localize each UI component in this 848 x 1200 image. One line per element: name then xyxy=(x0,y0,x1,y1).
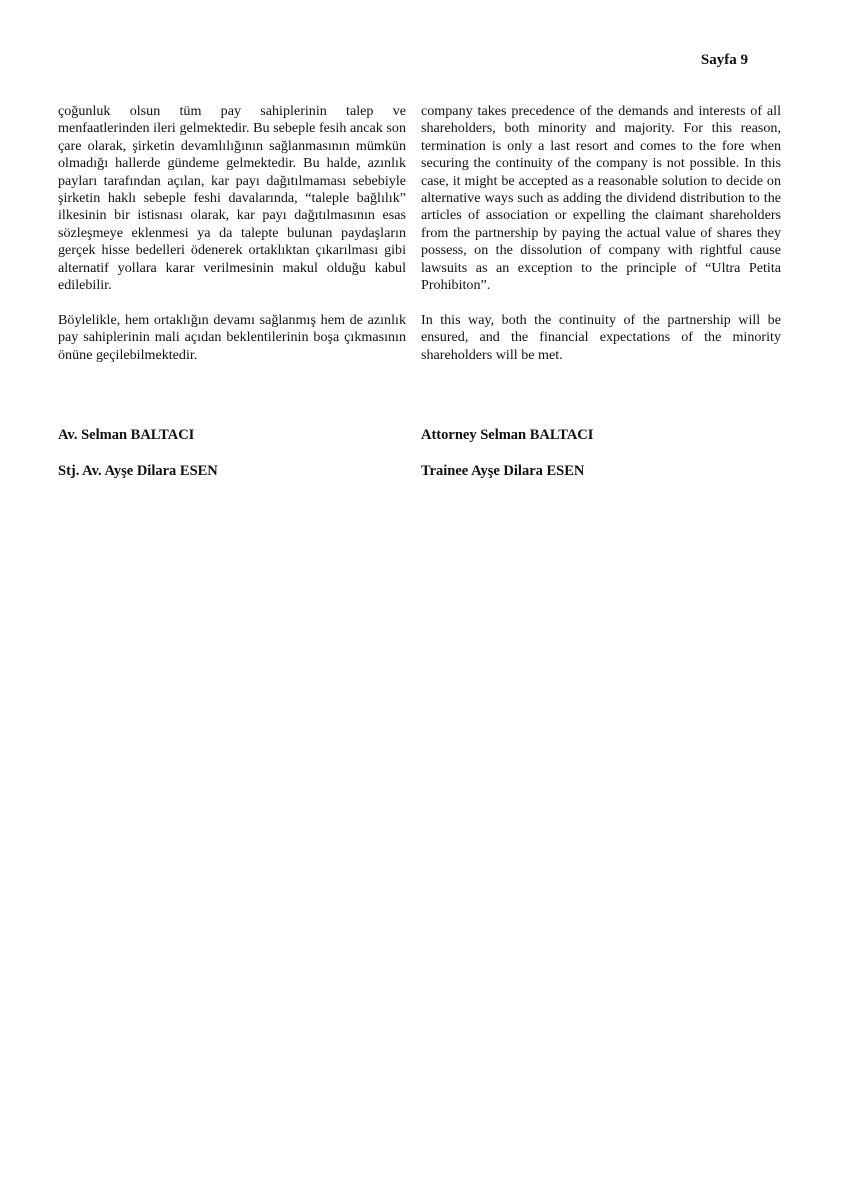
english-text-column xyxy=(421,103,781,382)
page-number: Sayfa 9 xyxy=(700,52,748,68)
english-signature-attorney: Attorney Selman BALTACI xyxy=(421,427,594,443)
turkish-paragraph-2: Böylelikle, hem ortaklığın devamı sağlanmış hem de azınlık pay sahiplerinin mali açıdan beklentilerinin boşa çıkmasının önüne geçilebilmektedir. xyxy=(58,311,406,363)
english-signature-trainee: Trainee Ayşe Dilara ESEN xyxy=(421,463,585,479)
english-paragraph-1: company takes precedence of the demands and interests of all shareholders, both minority and majority. For this reason, termination is only a last resort and comes to the fore when securing the continuity of the company is not possible. In this case, it might be accepted as a reasonable solution to decide on alternative ways such as adding the dividend distribution to the articles of association or expelling the claimant shareholders from the partnership by paying the actual value of shares they possess, on the dissolution of company with rightful cause lawsuits as an exception to the principle of “Ultra Petita Prohibiton”. xyxy=(421,103,781,294)
turkish-signature-trainee: Stj. Av. Ayşe Dilara ESEN xyxy=(58,463,218,479)
turkish-signature-attorney: Av. Selman BALTACI xyxy=(58,427,195,443)
english-paragraph-2: In this way, both the continuity of the partnership will be ensured, and the financial expectations of the minority shareholders will be met. xyxy=(421,311,781,363)
turkish-paragraph-1: çoğunluk olsun tüm pay sahiplerinin talep ve menfaatlerinden ileri gelmektedir. Bu sebeple fesih ancak son çare olarak, şirketin devamlılığının sağlanmasının mümkün olmadığı hallerde gündeme gelmektedir. Bu halde, azınlık payları tarafından açılan, kar payı dağıtılmaması sebebiyle şirketin haklı sebeple feshi davalarında, “taleple bağlılık” ilkesinin bir istisnası olarak, kar payı dağıtılmasının esas sözleşmeye eklenmesi ya da talepte bulunan paydaşların gerçek hisse bedelleri ödenerek ortaklıktan çıkarılması gibi alternatif yollara karar verilmesinin makul olduğu kabul edilebilir. xyxy=(58,103,406,294)
turkish-text-column xyxy=(58,103,406,382)
